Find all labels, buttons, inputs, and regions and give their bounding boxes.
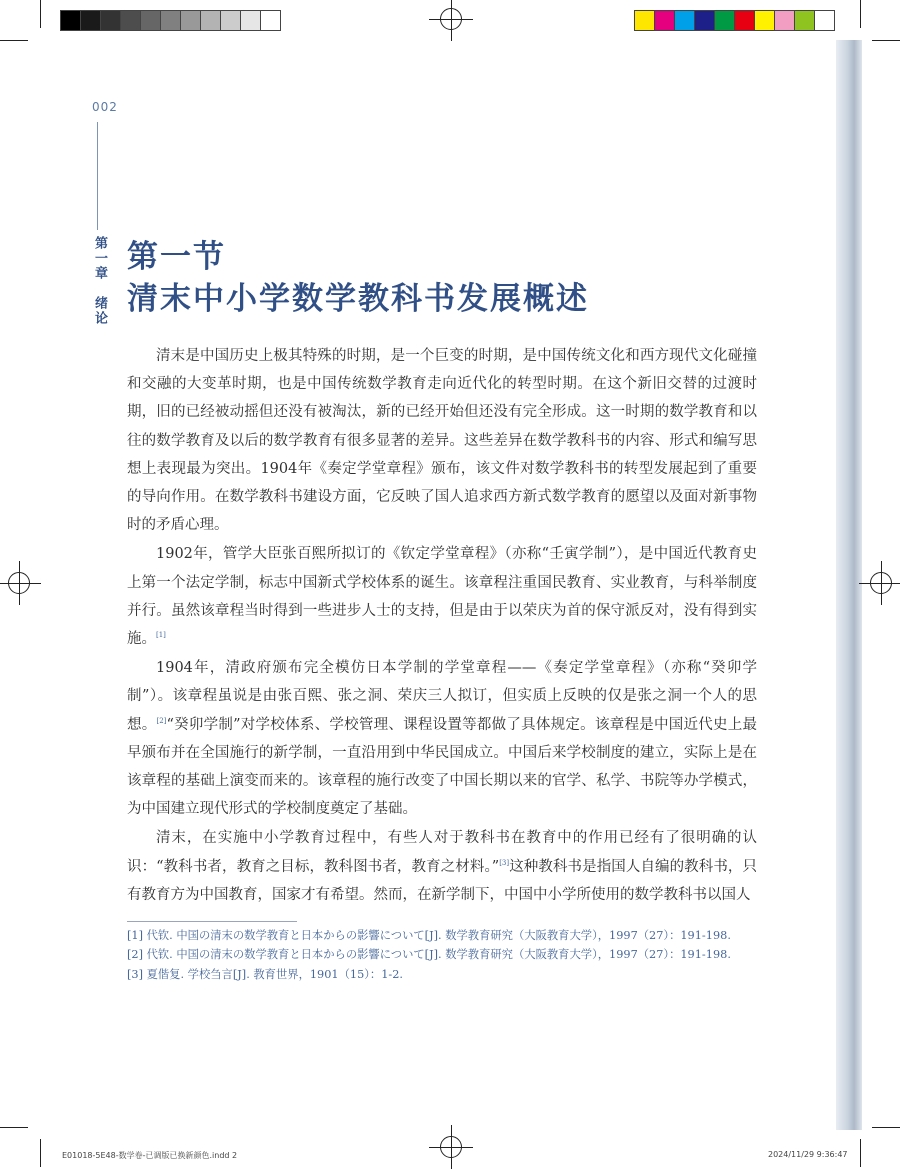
running-chapter-label: 第一章 绪论 <box>92 236 107 326</box>
paragraph <box>127 342 757 539</box>
paragraph <box>127 654 757 823</box>
footnote-ref[interactable]: [1] <box>156 631 166 640</box>
footnote: [2] 代钦. 中国の清末の数学教育と日本からの影響について[J]. 数学教育研究（大阪教育大学），1997（27）：191-198. <box>127 948 731 962</box>
slug-file-name: E01018-5E48-数学卷-已调版已换新颜色.indd 2 <box>62 1151 238 1160</box>
color-swatch <box>674 10 695 31</box>
paragraph-text: 1904年，清政府颁布完全模仿日本学制的学堂章程——《奏定学堂章程》（亦称“癸卯学制”）。该章程虽说是由张百熙、张之洞、荣庆三人拟订，但实质上反映的仅是张之洞一个人的思想。 <box>127 660 757 733</box>
gray-swatch <box>200 10 221 31</box>
paragraph <box>127 824 757 909</box>
color-swatch <box>634 10 655 31</box>
gray-swatch <box>240 10 261 31</box>
crop-mark <box>860 1139 861 1167</box>
crop-mark <box>40 1139 41 1167</box>
binding-spine-shade <box>836 40 862 1130</box>
color-swatch <box>774 10 795 31</box>
paragraph-text: 清末，在实施中小学教育过程中，有些人对于教科书在教育中的作用已经有了很明确的认识：“教科书者，教育之目标，教科图书者，教育之材料。” <box>127 830 757 875</box>
crop-mark <box>0 40 28 41</box>
gray-swatch <box>60 10 81 31</box>
gray-swatch <box>260 10 281 31</box>
crop-mark <box>0 1127 28 1128</box>
footnote-divider <box>127 921 297 922</box>
gray-scale-bar <box>60 10 280 31</box>
gray-swatch <box>220 10 241 31</box>
paragraph-text: “癸卯学制”对学校体系、学校管理、课程设置等都做了具体规定。该章程是中国近代史上最早颁布并在全国施行的新学制，一直沿用到中华民国成立。中国后来学校制度的建立，实际上是在该章程的基础上演变而来的。该章程的施行改变了中国长期以来的官学、私学、书院等办学模式，为中国建立现代形式的学校制度奠定了基础。 <box>127 716 757 818</box>
section-heading <box>127 236 589 320</box>
gray-swatch <box>160 10 181 31</box>
color-swatch <box>794 10 815 31</box>
color-swatch <box>754 10 775 31</box>
gray-swatch <box>100 10 121 31</box>
crop-mark <box>40 0 41 28</box>
gray-swatch <box>180 10 201 31</box>
color-swatch <box>814 10 835 31</box>
paragraph-text: 1902年，管学大臣张百熙所拟订的《钦定学堂章程》（亦称“壬寅学制”），是中国近代教育史上第一个法定学制，标志中国新式学校体系的诞生。该章程注重国民教育、实业教育，与科举制度并行。虽然该章程当时得到一些进步人士的支持，但是由于以荣庆为首的保守派反对，没有得到实施。 <box>127 546 757 648</box>
paragraph <box>127 540 757 653</box>
footnote-ref[interactable]: [3] <box>499 858 510 867</box>
crop-mark <box>860 0 861 28</box>
paragraph-text: 这种教科书是指国人自编的教科书，只有教育方为中国教育，国家才有希望。然而，在新学制下，中国中小学所使用的数学教科书以国人 <box>127 858 758 903</box>
crop-mark <box>872 1127 900 1128</box>
color-swatch <box>734 10 755 31</box>
crop-mark <box>872 40 900 41</box>
color-swatch <box>694 10 715 31</box>
process-color-bar <box>634 10 834 31</box>
footnote: [3] 夏偕复. 学校刍言[J]. 教育世界，1901（15）：1-2. <box>127 967 404 981</box>
side-rule <box>97 122 98 230</box>
footnotes <box>127 926 757 984</box>
footnote-ref[interactable]: [2] <box>156 716 167 725</box>
gray-swatch <box>140 10 161 31</box>
gray-swatch <box>120 10 141 31</box>
body-text <box>127 342 757 910</box>
section-title: 清末中小学数学教科书发展概述 <box>127 281 589 317</box>
paragraph-text: 清末是中国历史上极其特殊的时期，是一个巨变的时期，是中国传统文化和西方现代文化碰撞和交融的大变革时期，也是中国传统数学教育走向近代化的转型时期。在这个新旧交替的过渡时期，旧的已经被动摇但还没有被淘汰，新的已经开始但还没有完全形成。这一时期的数学教育和以往的数学教育及以后的数学教育有很多显著的差异。这些差异在数学教科书的内容、形式和编写思想上表现最为突出。1904年《奏定学堂章程》颁布，该文件对数学教科书的转型发展起到了重要的导向作用。在数学教科书建设方面，它反映了国人追求西方新式数学教育的愿望以及面对新事物时的矛盾心理。 <box>127 348 757 534</box>
registration-mark-left <box>8 572 30 594</box>
section-number: 第一节 <box>127 239 226 275</box>
registration-mark-right <box>870 572 892 594</box>
registration-mark-bottom <box>440 1136 462 1158</box>
footnote: [1] 代钦. 中国の清末の数学教育と日本からの影響について[J]. 数学教育研究（大阪教育大学），1997（27）：191-198. <box>127 929 731 942</box>
color-swatch <box>714 10 735 31</box>
registration-mark-top <box>440 8 462 30</box>
color-swatch <box>654 10 675 31</box>
slug-timestamp: 2024/11/29 9:36:47 <box>768 1150 848 1159</box>
gray-swatch <box>80 10 101 31</box>
page-number: 002 <box>92 100 118 114</box>
